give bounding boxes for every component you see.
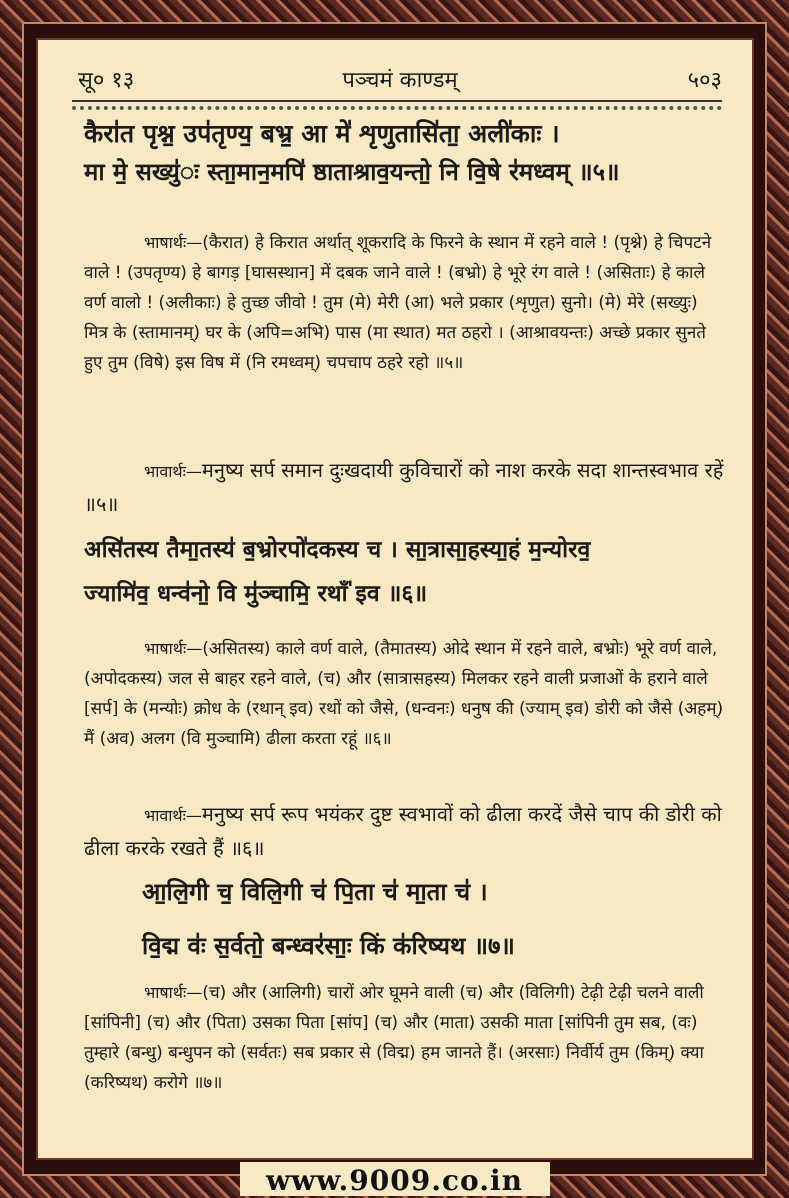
bhasharth-6-text: (असितस्य) काले वर्ण वाले, (तैमातस्य) ओदे स्थान में रहने वाले, बभ्रोः) भूरे वर्ण वाले, (अपोदकस्य) जल से बाहर रहने वाले, (च) और (सात्रासहस्य) मिलकर रहने वाली प्रजाओं के हराने वाले [सर्प] के (मन्योः) क्रोध के (रथान् इव) रथों को जैसे, (धन्वनः) धनुष की (ज्याम् इव) डोरी को जैसे (अहम्) मैं (अव) अलग (वि मुञ्चामि) ढीला करता रहूं ॥६॥ [84,639,724,749]
mantra-7-line-1: आ॒लि॒गी च॒ विलि॒गी च॑ पि॒ता च॑ मा॒ता च॑ । [142,878,488,906]
bhasharth-5-label: भाषार्थः— [144,233,203,252]
bhasharth-7 [84,978,724,1098]
bhavarth-6-label: भावार्थः— [144,806,202,825]
page-number: ५०३ [687,68,722,93]
mantra-7-line-2: वि॒द्म वः॑ स॒र्वतो॒ बन्ध्वर॑साः॒ किं क॑रिष्यथ ॥७॥ [142,932,515,960]
bhavarth-6 [84,798,724,864]
header-dotted-rule [72,106,722,110]
bhavarth-6-text: मनुष्य सर्प रूप भयंकर दुष्ट स्वभावों को ढीला करदें जैसे चाप की डोरी को ढीला करके रखते हैं ॥६॥ [84,802,722,860]
sukta-number: सू० १३ [78,68,135,93]
bhasharth-7-label: भाषार्थः— [144,983,203,1002]
page-header [78,64,722,94]
scanned-page [36,38,754,1160]
mantra-6-line-2: ज्यामि॑व॒ धन्व॑नो॒ वि मु॑ञ्चामि॒ रथाँ॑ इव ॥६॥ [84,581,428,607]
bhasharth-5 [84,228,724,378]
bhavarth-5-label: भावार्थः— [144,462,202,481]
bhasharth-5-text: (कैरात) हे किरात अर्थात् शूकरादि के फिरने के स्थान में रहने वाले ! (पृश्ने) हे चिपटने वाले ! (उपतृण्य) हे बागड़ [घासस्थान] में दबक जाने वाले ! (बभ्रो) हे भूरे रंग वाले ! (असिताः) हे काले वर्ण वालो ! (अलीकाः) हे तुच्छ जीवो ! तुम (मे) मेरी (आ) भले प्रकार (शृणुत) सुनो। (मे) मेरे (सख्युः) मित्र के (स्तामानम्) घर के (अपि=अभि) पास (मा स्थात) मत ठहरो । (आश्रावयन्तः) अच्छे प्रकार सुनते हुए तुम (विषे) इस विष में (नि रमध्वम्) चपचाप ठहरे रहो ॥५॥ [84,233,712,373]
mantra-6-line-1: असि॑तस्य तैमा॒तस्य॑ ब॒भ्रोरपो॑दकस्य च । सा॒त्रासा॒हस्या॒हं म॒न्योरव॒ [84,537,591,563]
kanda-title: पञ्चमं काण्डम् [342,68,458,93]
bhasharth-6-label: भाषार्थः— [144,639,203,658]
mantra-5-line-1: कैरा॑त पृश्न॒ उप॑तृण्य॒ बभ्र॒ आ मे॑ शृणुतासि॑ता॒ अली॑काः । [84,119,560,148]
bhavarth-5 [84,454,724,520]
bhasharth-7-text: (च) और (आलिगी) चारों ओर घूमने वाली (च) और (विलिगी) टेढ़ी टेढ़ी चलने वाली [सांपिनी] (च) और (पिता) उसका पिता [सांप] (च) और (माता) उसकी माता [सांपिनी तुम सब, (वः) तुम्हारे (बन्धु) बन्धुपन को (सर्वतः) सब प्रकार से (विद्म) हम जानते हैं। (अरसाः) निर्वीर्य तुम (किम्) क्या (करिष्यथ) करोगे ॥७॥ [84,983,704,1093]
bhasharth-6 [84,634,724,754]
mantra-5-line-2: मा मे॒ सख्यु॑ः स्ता॒मान॒मपि॑ ष्ठाताश्राव॒यन्तो॒ नि वि॒षे र॑मध्वम् ॥५॥ [84,158,620,186]
website-watermark: www.9009.co.in [266,1164,523,1197]
header-rule [72,100,722,102]
bhavarth-5-text: मनुष्य सर्प समान दुःखदायी कुविचारों को नाश करके सदा शान्तस्वभाव रहें ॥५॥ [84,458,724,516]
